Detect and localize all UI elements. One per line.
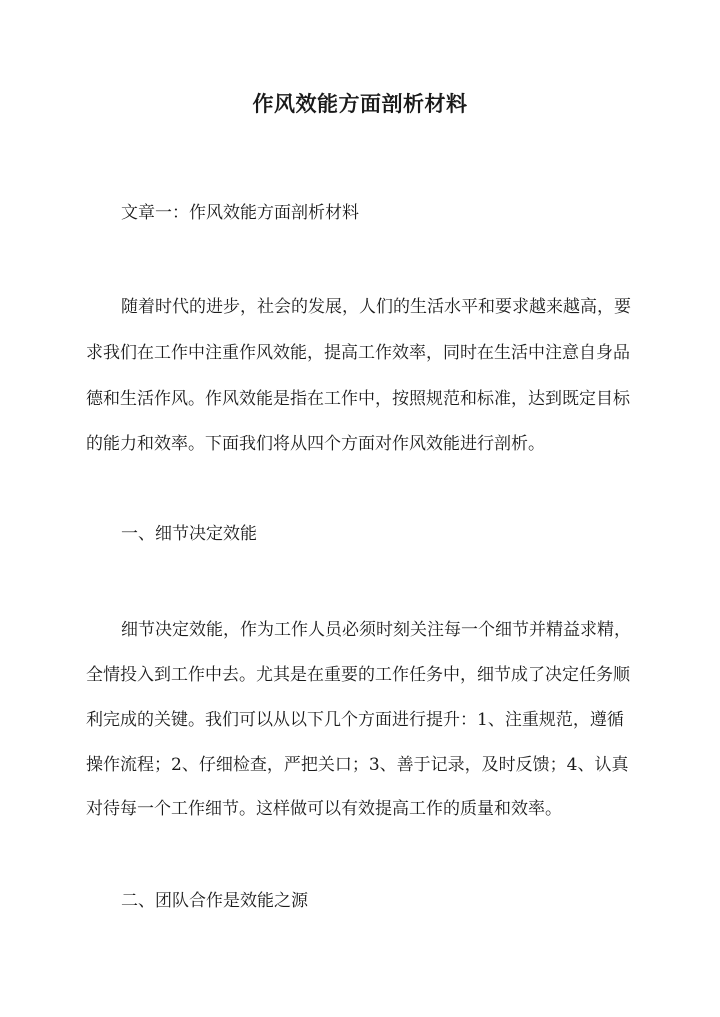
article-subtitle: 文章一：作风效能方面剖析材料 — [121, 203, 359, 223]
section1-line-5: 对待每一个工作细节。这样做可以有效提高工作的质量和效率。 — [86, 799, 562, 819]
intro-line-1: 随着时代的进步，社会的发展，人们的生活水平和要求越来越高，要 — [121, 297, 631, 317]
section1-heading: 一、细节决定效能 — [121, 524, 257, 544]
section1-line-1: 细节决定效能，作为工作人员必须时刻关注每一个细节并精益求精， — [121, 620, 631, 640]
document-title: 作风效能方面剖析材料 — [252, 91, 468, 116]
section1-line-3: 利完成的关键。我们可以从以下几个方面进行提升：1、注重规范，遵循 — [86, 710, 624, 730]
intro-line-4: 的能力和效率。下面我们将从四个方面对作风效能进行剖析。 — [86, 434, 545, 454]
section1-line-2: 全情投入到工作中去。尤其是在重要的工作任务中，细节成了决定任务顺 — [86, 665, 630, 685]
intro-line-2: 求我们在工作中注重作风效能，提高工作效率，同时在生活中注意自身品 — [86, 343, 630, 363]
section1-line-4: 操作流程；2、仔细检查，严把关口；3、善于记录，及时反馈；4、认真 — [86, 755, 629, 775]
intro-line-3: 德和生活作风。作风效能是指在工作中，按照规范和标准，达到既定目标 — [86, 389, 630, 409]
section2-heading: 二、团队合作是效能之源 — [121, 891, 308, 911]
